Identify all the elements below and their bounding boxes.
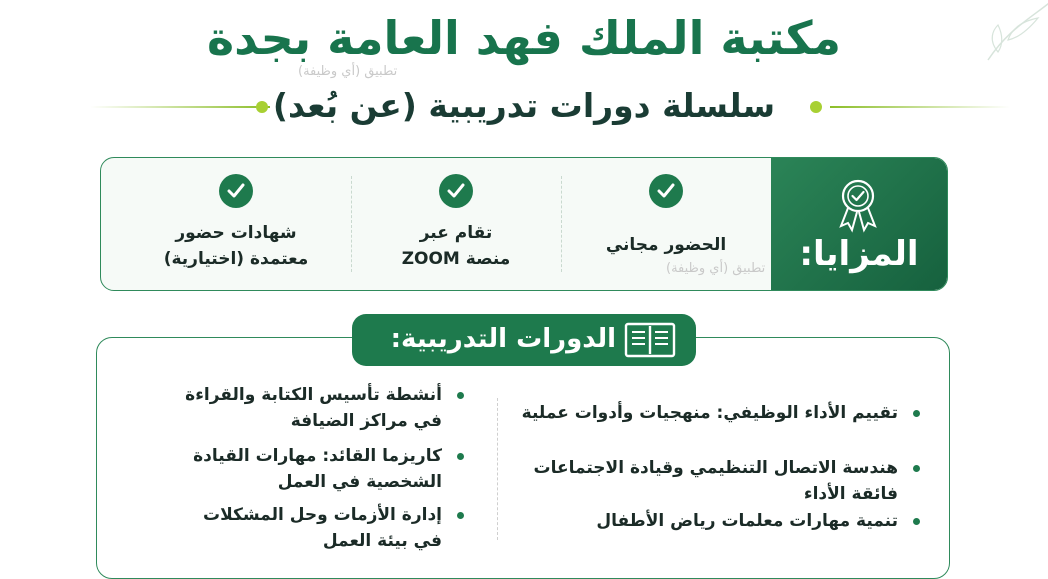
check-icon [439, 174, 473, 208]
benefit-line: تقام عبر [419, 223, 493, 243]
course-item: تقييم الأداء الوظيفي: منهجيات وأدوات عملية [518, 400, 898, 426]
check-icon [219, 174, 253, 208]
open-book-icon [624, 322, 676, 358]
bullet-icon [457, 512, 464, 519]
check-icon [649, 174, 683, 208]
page-title: مكتبة الملك فهد العامة بجدة [206, 11, 842, 65]
benefits-title: المزايا: [799, 234, 919, 274]
benefit-separator [351, 176, 352, 272]
benefit-line: شهادات حضور [175, 223, 297, 243]
courses-header [352, 314, 696, 366]
course-item: هندسة الاتصال التنظيمي وقيادة الاجتماعات فائقة الأداء [498, 455, 898, 507]
benefit-line: معتمدة (اختيارية) [163, 249, 309, 269]
bullet-icon [913, 465, 920, 472]
watermark-benefits: تطبيق (أي وظيفة) [666, 261, 766, 276]
benefit-line: منصة ZOOM [401, 249, 511, 269]
bullet-icon [457, 453, 464, 460]
bullet-icon [457, 392, 464, 399]
courses-title: الدورات التدريبية: [390, 324, 616, 354]
divider-dot-left [256, 101, 268, 113]
benefits-box [100, 157, 948, 291]
page-subtitle: سلسلة دورات تدريبية (عن بُعد) [272, 86, 776, 125]
watermark-top: تطبيق (أي وظيفة) [298, 64, 398, 79]
benefit-line: الحضور مجاني [605, 235, 727, 255]
divider-dot-right [810, 101, 822, 113]
benefit-separator [561, 176, 562, 272]
divider-right [830, 106, 1010, 108]
bullet-icon [913, 518, 920, 525]
course-item: كاريزما القائد: مهارات القيادة الشخصية في العمل [142, 443, 442, 495]
award-badge-icon [831, 176, 885, 234]
benefit-zoom [351, 158, 561, 290]
course-item: تنمية مهارات معلمات رياض الأطفال [518, 508, 898, 534]
benefit-certificates [131, 158, 341, 290]
bullet-icon [913, 410, 920, 417]
benefits-header [771, 158, 947, 290]
course-item: أنشطة تأسيس الكتابة والقراءة في مراكز الضيافة [142, 382, 442, 434]
divider-left [90, 106, 270, 108]
course-item: إدارة الأزمات وحل المشكلات في بيئة العمل [142, 502, 442, 554]
